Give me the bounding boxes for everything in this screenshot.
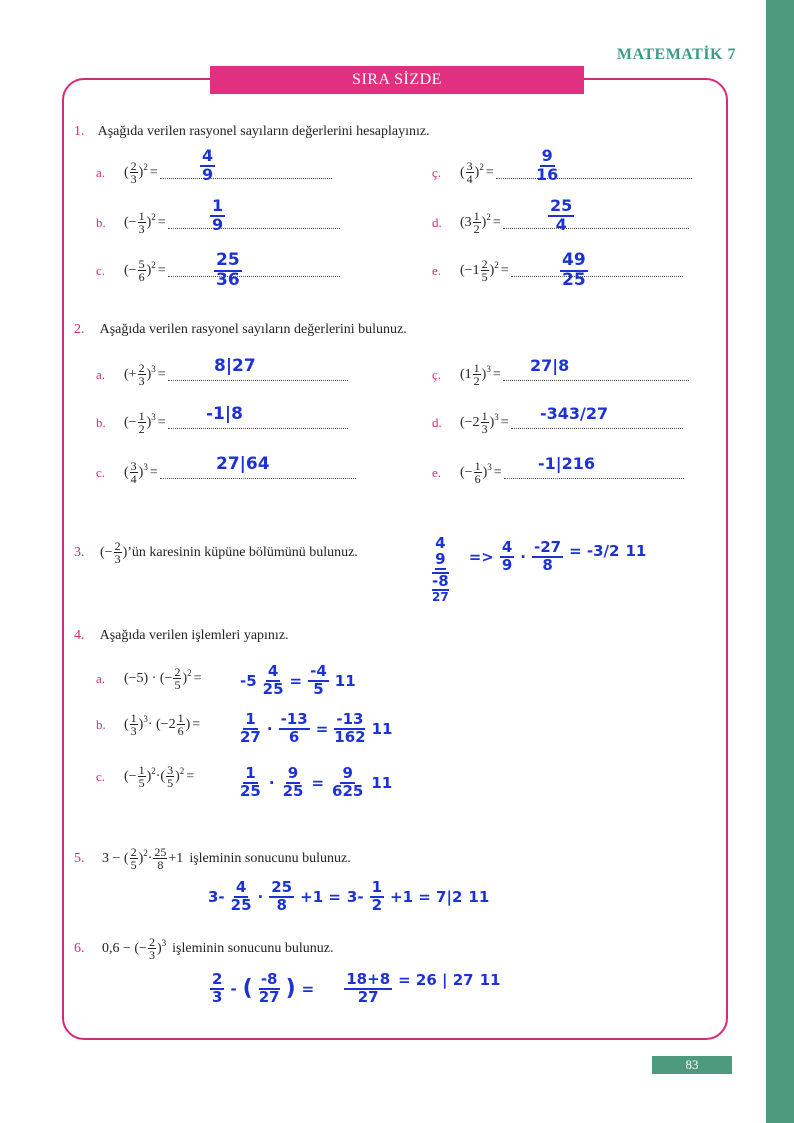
side-color-bar — [766, 0, 794, 1123]
fraction: $\frac{3}{4}$ — [130, 459, 137, 486]
q2-answer-d: -343/27 — [540, 404, 609, 423]
subject-label: MATEMATİK — [616, 46, 723, 63]
q3-complex-fraction: 4 9 -8 27 — [432, 534, 449, 605]
q4-item-c: c. (− $\frac{1}{5}$ ) 2 ·( $\frac{3}{5}$ ) 2 = — [96, 763, 195, 790]
question-1 — [74, 120, 430, 140]
answer-line — [160, 177, 332, 179]
answer-line — [503, 379, 689, 381]
q1-answer-c: $\frac{25}{36}$ — [216, 250, 240, 290]
q1-answer-d: $\frac{25}{4}$ — [550, 196, 573, 234]
question-text: Aşağıda verilen rasyonel sayıların değerlerini bulunuz. — [99, 322, 407, 337]
q2-answer-c: 27|64 — [216, 454, 270, 474]
q6-work: 2 3 - ( -8 27 ) = $\frac{18+8}{27}$ = 26 | 27 11 — [212, 970, 501, 1006]
question-6: 6. 0,6 − (− $\frac{2}{3}$ ) 3 işleminin sonucunu bulunuz. — [74, 935, 334, 962]
q2-item-c-cedilla: ç. (1 $\frac{1}{2}$ ) 3 = — [432, 362, 712, 387]
q2-answer-e: -1|216 — [538, 454, 596, 473]
question-4 — [74, 624, 289, 644]
fraction: $\frac{2}{5}$ — [174, 665, 181, 692]
fraction: $\frac{3}{5}$ — [167, 763, 174, 790]
fraction: $\frac{5}{6}$ — [138, 257, 145, 284]
answer-line — [168, 227, 340, 229]
question-number: 1. — [74, 124, 85, 139]
q2-item-b: b. (− $\frac{1}{2}$ ) 3 = — [96, 410, 376, 435]
q4-work-c: 1 25 · $\frac{9}{25}$ = $\frac{9}{625}$ 11 — [240, 764, 393, 800]
question-text: işleminin sonucunu bulunuz. — [172, 940, 334, 956]
fraction: $\frac{1}{2}$ — [473, 209, 480, 236]
question-number: 5. — [74, 850, 85, 866]
q1-answer-b: $\frac{1}{9}$ — [212, 196, 224, 234]
q2-answer-c-cedilla: 27|8 — [530, 356, 570, 375]
q2-item-a: a. (+ $\frac{2}{3}$ ) 3 = — [96, 362, 376, 387]
fraction: $\frac{1}{5}$ — [138, 763, 145, 790]
page-number: 83 — [652, 1056, 732, 1074]
q4-work-a: -5 $\frac{4}{25}$ = $\frac{-4}{5}$ 11 — [240, 662, 356, 698]
q1-item-a: a. ( $\frac{2}{3}$ ) 2 = — [96, 160, 366, 185]
q2-item-c: c. ( $\frac{3}{4}$ ) 3 = — [96, 460, 376, 485]
fraction: $\frac{2}{3}$ — [148, 935, 155, 962]
q1-item-d: d. (3 $\frac{1}{2}$ ) 2 = — [432, 210, 702, 235]
answer-line — [160, 477, 356, 479]
question-text: Aşağıda verilen işlemleri yapınız. — [99, 628, 289, 643]
q2-answer-a: 8|27 — [214, 356, 256, 376]
q4-item-b: b. ( $\frac{1}{3}$ ) 3 · (−2 $\frac{1}{6}$ ) = — [96, 711, 201, 738]
grade-label: 7 — [727, 46, 736, 63]
q1-item-e: e. (−1 $\frac{2}{5}$ ) 2 = — [432, 258, 702, 283]
fraction: $\frac{2}{5}$ — [481, 257, 488, 284]
q1-item-c: c. (− $\frac{5}{6}$ ) 2 = — [96, 258, 366, 283]
page-header — [560, 46, 736, 64]
item-label: ç. — [432, 164, 442, 180]
fraction: $\frac{1}{3}$ — [138, 209, 145, 236]
expr-open: ( — [124, 164, 129, 180]
question-number: 4. — [74, 628, 85, 643]
q2-answer-b: -1|8 — [206, 404, 243, 424]
fraction: $\frac{1}{6}$ — [177, 711, 184, 738]
fraction: $\frac{25}{8}$ — [154, 845, 167, 872]
answer-line — [168, 275, 340, 277]
question-2 — [74, 318, 407, 338]
question-text: ’ün karesinin küpüne bölümünü bulunuz. — [127, 544, 358, 560]
fraction: $\frac{3}{4}$ — [466, 159, 473, 186]
answer-line — [503, 227, 689, 229]
answer-line — [496, 177, 692, 179]
q1-answer-e: $\frac{49}{25}$ — [562, 250, 586, 290]
answer-line — [168, 379, 348, 381]
question-5: 5. 3 − ( $\frac{2}{5}$ ) 2 · $\frac{25}{8}$ +1 işleminin sonucunu bulunuz. — [74, 845, 351, 872]
question-number: 2. — [74, 322, 85, 337]
fraction: $\frac{2}{3}$ — [114, 539, 121, 566]
question-3: 3. (− $\frac{2}{3}$ ) ’ün karesinin küpüne bölümünü bulunuz. — [74, 539, 358, 566]
fraction: $\frac{1}{2}$ — [473, 361, 480, 388]
answer-line — [511, 427, 683, 429]
fraction: $\frac{2}{3}$ — [130, 159, 137, 186]
q3-work: 4 9 -8 27 => 4 9 · $\frac{-27}{8}$ = -3/2 11 — [432, 534, 647, 605]
exponent: 2 — [143, 161, 148, 172]
q4-item-a: a. (−5) · (− $\frac{2}{5}$ ) 2 = — [96, 665, 202, 692]
question-number: 3. — [74, 544, 85, 560]
q1-item-b: b. (− $\frac{1}{3}$ ) 2 = — [96, 210, 366, 235]
q1-item-c-cedilla: ç. ( $\frac{3}{4}$ ) 2 = — [432, 160, 702, 185]
q1-answer-c-cedilla: $\frac{9}{16}$ — [536, 146, 559, 184]
q2-item-d: d. (−2 $\frac{1}{3}$ ) 3 = — [432, 410, 712, 435]
section-banner: SIRA SİZDE — [210, 66, 584, 94]
fraction: $\frac{2}{3}$ — [138, 361, 145, 388]
fraction: $\frac{1}{3}$ — [130, 711, 137, 738]
q2-item-e: e. (− $\frac{1}{6}$ ) 3 = — [432, 460, 712, 485]
fraction: $\frac{2}{5}$ — [130, 845, 137, 872]
item-label: a. — [96, 164, 106, 180]
answer-line — [504, 477, 684, 479]
question-text: işleminin sonucunu bulunuz. — [189, 850, 351, 866]
answer-line — [168, 427, 348, 429]
fraction: $\frac{1}{2}$ — [138, 409, 145, 436]
fraction: $\frac{1}{6}$ — [474, 459, 481, 486]
q1-answer-a: $\frac{4}{9}$ — [202, 146, 214, 184]
fraction: $\frac{1}{3}$ — [481, 409, 488, 436]
q5-work: 3- 4 25 · 25 8 +1 = 3- 1 2 +1 = 7|2 11 — [208, 878, 490, 914]
question-number: 6. — [74, 940, 85, 956]
answer-line — [511, 275, 683, 277]
q4-work-b: 1 27 · $\frac{-13}{6}$ = $\frac{-13}{162}$ 11 — [240, 710, 393, 746]
question-text: Aşağıda verilen rasyonel sayıların değerlerini hesaplayınız. — [97, 124, 430, 139]
